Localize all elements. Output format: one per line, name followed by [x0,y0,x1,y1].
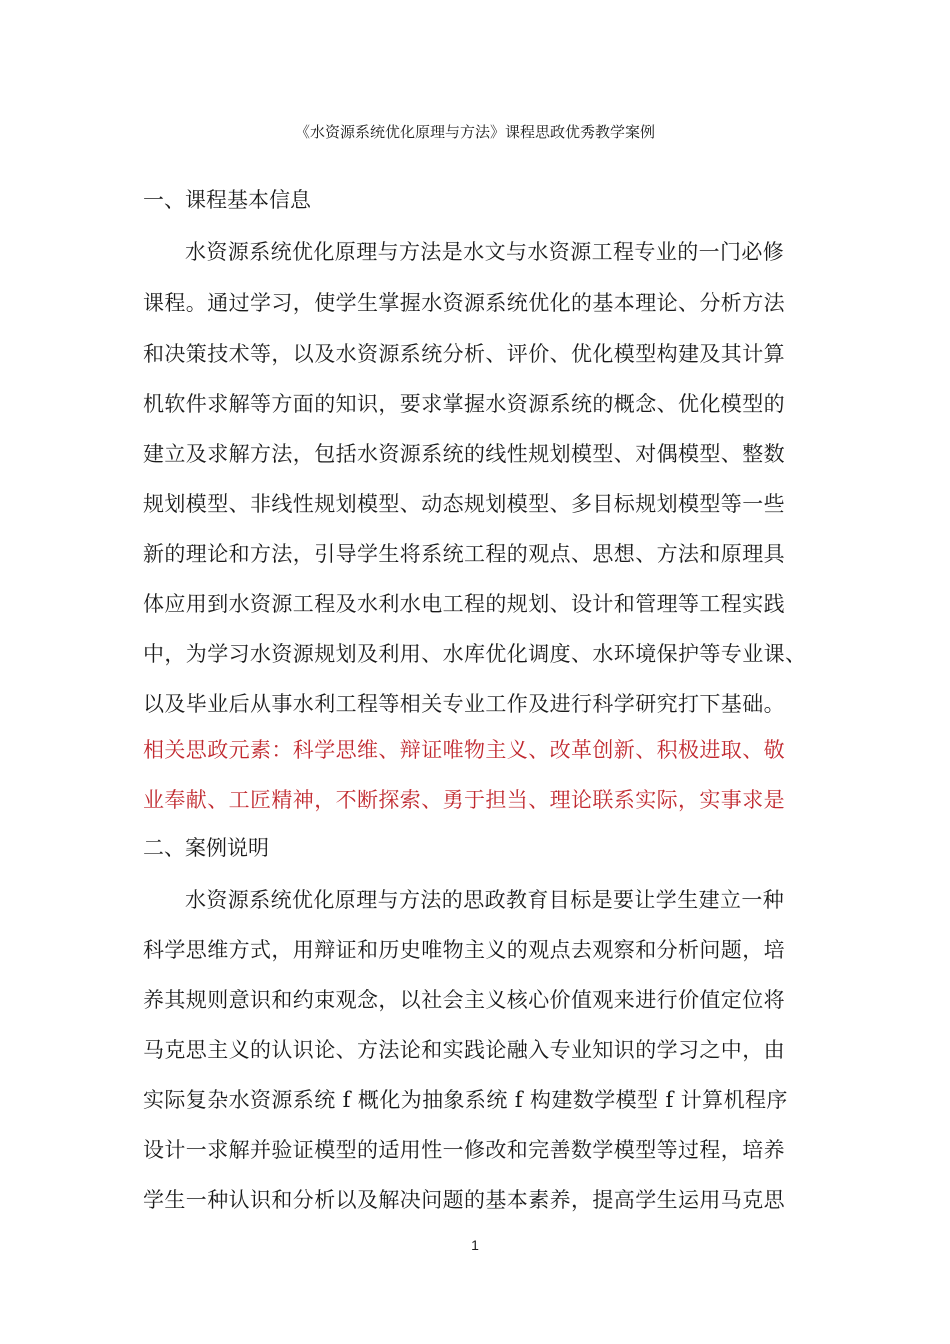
paragraph-line: 机软件求解等方面的知识，要求掌握水资源系统的概念、优化模型的 [143,392,785,416]
paragraph-line: 和决策技术等，以及水资源系统分析、评价、优化模型构建及其计算 [143,342,785,366]
paragraph-line: 规划模型、非线性规划模型、动态规划模型、多目标规划模型等一些 [143,492,785,516]
paragraph-line: 设计一求解并验证模型的适用性一修改和完善数学模型等过程，培养 [143,1138,785,1162]
paragraph-line: 中，为学习水资源规划及利用、水库优化调度、水环境保护等专业课、 [143,642,807,666]
paragraph-line: 实际复杂水资源系统 f 概化为抽象系统 f 构建数学模型 f 计算机程序 [143,1088,788,1112]
paragraph-line: 水资源系统优化原理与方法是水文与水资源工程专业的一门必修 [185,240,785,264]
paragraph-line: 学生一种认识和分析以及解决问题的基本素养，提高学生运用马克思 [143,1188,785,1212]
paragraph-line: 体应用到水资源工程及水利水电工程的规划、设计和管理等工程实践 [143,592,785,616]
paragraph-line: 水资源系统优化原理与方法的思政教育目标是要让学生建立一种 [185,888,785,912]
section-heading-case-description: 二、案例说明 [143,836,269,860]
ideological-elements-line: 业奉献、工匠精神，不断探索、勇于担当、理论联系实际，实事求是 [143,788,785,812]
ideological-elements-line: 相关思政元素：科学思维、辩证唯物主义、改革创新、积极进取、敬 [143,738,785,762]
section-heading-course-info: 一、课程基本信息 [143,188,311,212]
paragraph-line: 课程。通过学习，使学生掌握水资源系统优化的基本理论、分析方法 [143,291,785,315]
page-number: 1 [471,1237,479,1253]
paragraph-line: 建立及求解方法，包括水资源系统的线性规划模型、对偶模型、整数 [143,442,785,466]
paragraph-line: 科学思维方式，用辩证和历史唯物主义的观点去观察和分析问题，培 [143,938,785,962]
paragraph-line: 马克思主义的认识论、方法论和实践论融入专业知识的学习之中，由 [143,1038,785,1062]
paragraph-line: 以及毕业后从事水利工程等相关专业工作及进行科学研究打下基础。 [143,692,785,716]
paragraph-line: 新的理论和方法，引导学生将系统工程的观点、思想、方法和原理具 [143,542,785,566]
document-title: 《水资源系统优化原理与方法》课程思政优秀教学案例 [294,123,655,141]
paragraph-line: 养其规则意识和约束观念，以社会主义核心价值观来进行价值定位将 [143,988,785,1012]
